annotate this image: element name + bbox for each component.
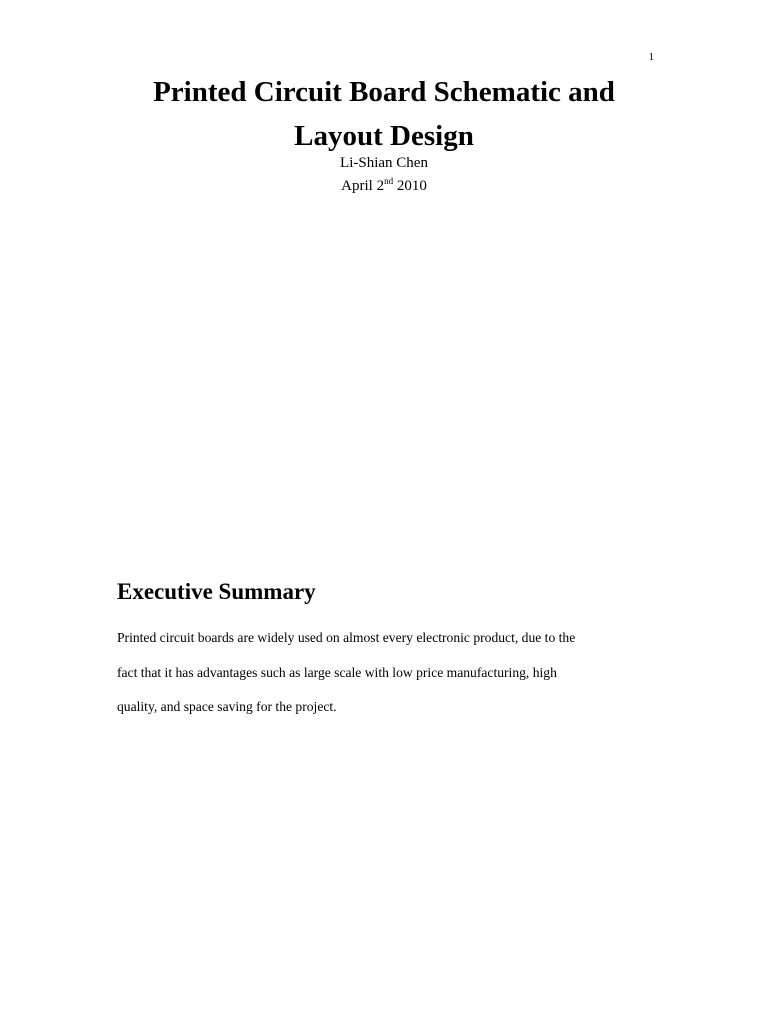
- document-title: [84, 70, 684, 158]
- executive-summary-paragraph: [117, 621, 657, 725]
- date-ordinal-suffix: nd: [384, 176, 394, 186]
- page-number: 1: [648, 51, 654, 63]
- title-line-1: Printed Circuit Board Schematic and: [153, 76, 615, 108]
- paragraph-line: fact that it has advantages such as large scale with low price manufacturing, high: [117, 664, 557, 680]
- document-date: [184, 176, 584, 196]
- paragraph-line: Printed circuit boards are widely used on almost every electronic product, due to the: [117, 630, 576, 645]
- date-year: 2010: [393, 178, 427, 194]
- author-name: Li-Shian Chen: [340, 155, 428, 171]
- paragraph-line: quality, and space saving for the project.: [117, 699, 337, 714]
- date-month-day: April 2: [341, 178, 385, 194]
- title-line-2: Layout Design: [294, 120, 474, 152]
- section-heading-executive-summary: Executive Summary: [117, 579, 316, 604]
